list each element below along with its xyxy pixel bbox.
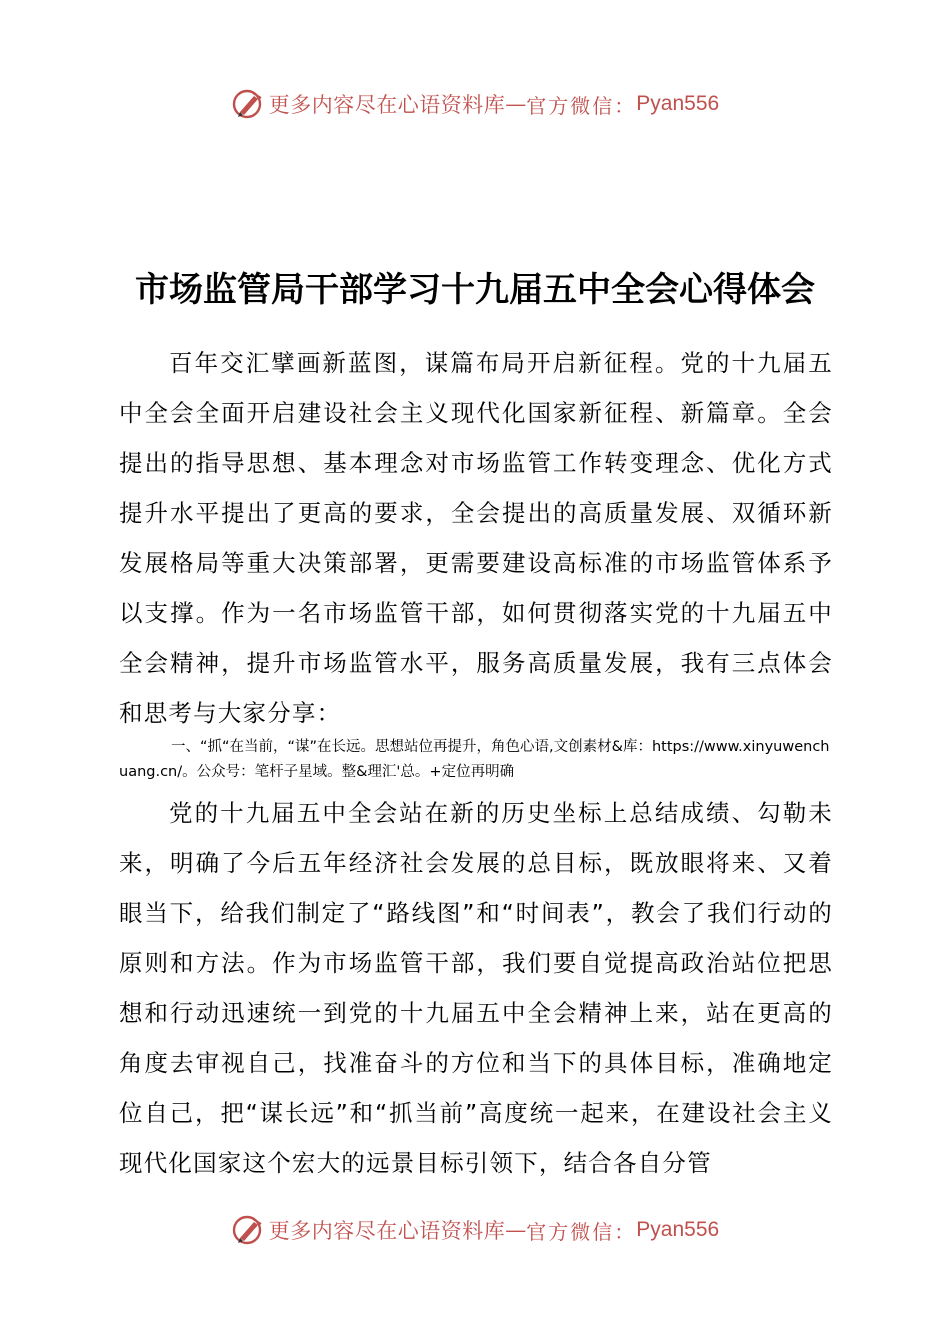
banner-wechat-id: Pyan556 [636, 1218, 720, 1241]
pen-logo-icon [231, 1213, 265, 1247]
banner-separator: — [505, 92, 527, 116]
section-heading-1: 一、“抓“在当前，“谋”在长远。思想站位再提升，角色心语,文创素材&库：https://www.xinyuwenchuang.cn/。公众号：笔杆子星域。整&理汇'总。+定位再明确 [119, 739, 830, 780]
paragraph-intro: 百年交汇擘画新蓝图，谋篇布局开启新征程。党的十九届五中全会全面开启建设社会主义现代化国家新征程、新篇章。全会提出的指导思想、基本理念对市场监管工作转变理念、优化方式提升水平提出了更高的要求，全会提出的高质量发展、双循环新发展格局等重大决策部署，更需要建设高标准的市场监管体系予以支撑。作为一名市场监管干部，如何贯彻落实党的十九届五中全会精神，提升市场监管水平，服务高质量发展，我有三点体会和思考与大家分享： [119, 349, 833, 727]
banner-wechat-id: Pyan556 [636, 92, 720, 115]
document-title: 市场监管局干部学习十九届五中全会心得体会 [135, 270, 815, 310]
header-banner [0, 84, 950, 124]
banner-wechat-label: 官方微信： [526, 1219, 637, 1244]
banner-brand-text: 更多内容尽在心语资料库 [268, 93, 506, 117]
banner-wechat-label: 官方微信： [526, 93, 637, 118]
pen-logo-icon [231, 87, 265, 121]
banner-brand-text: 更多内容尽在心语资料库 [268, 1219, 506, 1243]
footer-banner [0, 1210, 950, 1250]
paragraph-section-1: 党的十九届五中全会站在新的历史坐标上总结成绩、勾勒未来，明确了今后五年经济社会发展的总目标，既放眼将来、又着眼当下，给我们制定了“路线图”和“时间表”，教会了我们行动的原则和方法。作为市场监管干部，我们要自觉提高政治站位把思想和行动迅速统一到党的十九届五中全会精神上来，站在更高的角度去审视自己，找准奋斗的方位和当下的具体目标，准确地定位自己，把“谋长远”和“抓当前”高度统一起来，在建设社会主义现代化国家这个宏大的远景目标引领下，结合各自分管 [119, 799, 833, 1177]
banner-separator: — [505, 1218, 527, 1242]
